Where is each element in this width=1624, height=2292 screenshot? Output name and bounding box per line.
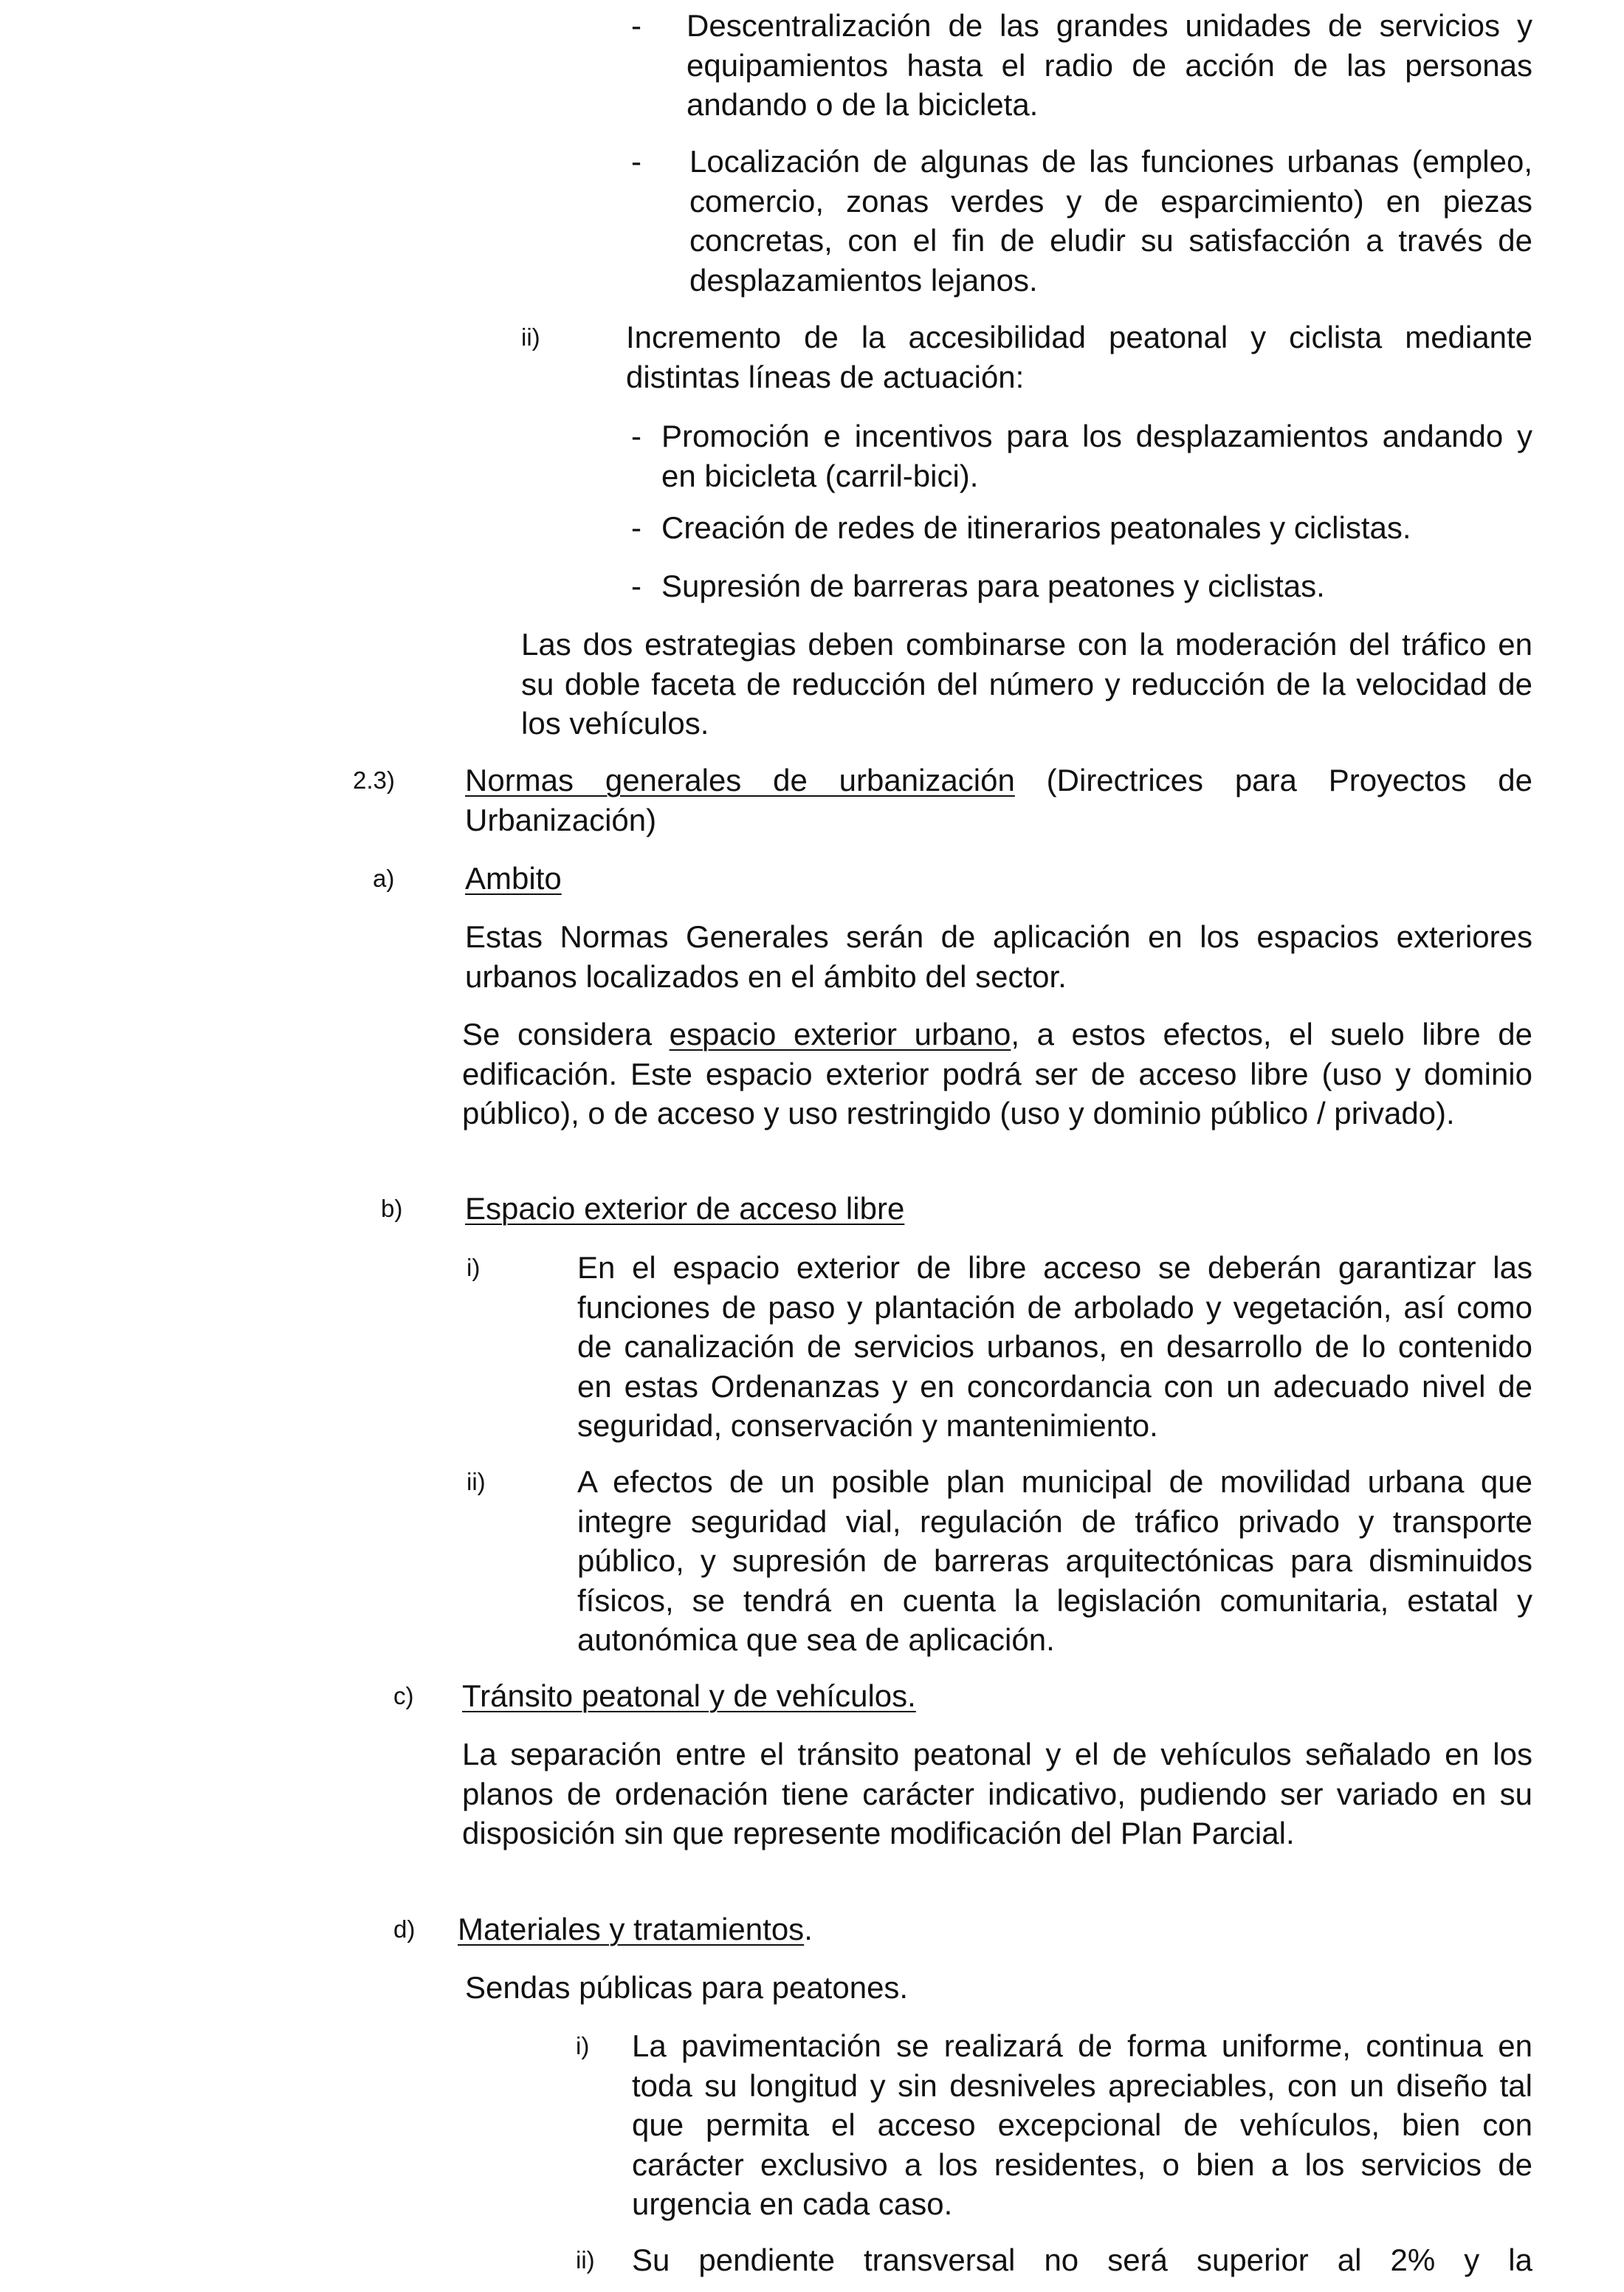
paragraph-espacio-exterior-urbano: [462, 1015, 1532, 1133]
item-label-i: i): [467, 1254, 481, 1281]
bullet-promocion: Promoción e incentivos para los desplazamientos andando y en bicicleta (carril-bici).: [661, 419, 1532, 493]
paragraph-ambito-aplicacion: Estas Normas Generales serán de aplicación en los espacios exteriores urbanos localizados en el ámbito del sector.: [465, 919, 1532, 994]
item-pavimentacion: La pavimentación se realizará de forma uniforme, continua en toda su longitud y sin desniveles apreciables, con un diseño tal que permita el acceso excepcional de vehículos, bien con carácter exclusivo a los residentes, o bien a los servicios de urgencia en cada caso.: [632, 2028, 1532, 2221]
heading-materiales: [458, 1910, 1532, 1949]
item-label-ii: ii): [521, 323, 540, 351]
text-span: Se considera: [462, 1017, 670, 1051]
item-label-ii: ii): [576, 2246, 595, 2274]
heading-d-period: .: [804, 1912, 813, 1946]
heading-d-title: Materiales y tratamientos: [458, 1912, 805, 1946]
heading-transito: [462, 1676, 1532, 1716]
bullet-dash: -: [631, 144, 641, 179]
item-label-i: i): [576, 2032, 590, 2059]
section-number: 2.3): [353, 766, 395, 794]
term-espacio-exterior-urbano: espacio exterior urbano: [669, 1017, 1011, 1051]
paragraph-sendas-publicas: Sendas públicas para peatones.: [465, 1970, 909, 2005]
bullet-supresion-barreras: Supresión de barreras para peatones y ciclistas.: [661, 569, 1325, 603]
bullet-dash: -: [631, 419, 641, 453]
section-heading-normas-generales: [465, 761, 1532, 840]
item-label-ii: ii): [467, 1468, 486, 1495]
item-incremento-accesibilidad: Incremento de la accesibilidad peatonal y ciclista mediante distintas líneas de actuación:: [626, 320, 1532, 394]
heading-b-title: Espacio exterior de acceso libre: [465, 1191, 905, 1226]
section-title: Normas generales de urbanización: [465, 763, 1015, 797]
heading-c-title: Tránsito peatonal y de vehículos.: [462, 1678, 916, 1713]
heading-ambito: [465, 859, 1532, 899]
item-funciones-de-paso: En el espacio exterior de libre acceso se deberán garantizar las funciones de paso y plantación de arbolado y vegetación, así como de canalización de servicios urbanos, en desarrollo de lo contenido en estas Ordenanzas y en concordancia con un adecuado nivel de seguridad, conservación y mantenimiento.: [577, 1250, 1532, 1443]
bullet-creacion-redes: Creación de redes de itinerarios peatonales y ciclistas.: [661, 510, 1411, 545]
item-label-d: d): [393, 1915, 416, 1943]
item-label-c: c): [393, 1682, 414, 1709]
bullet-localizacion: Localización de algunas de las funciones urbanas (empleo, comercio, zonas verdes y de esparcimiento) en piezas concretas, con el fin de eludir su satisfacción a través de desplazamientos lejanos.: [689, 144, 1532, 298]
heading-ambito-title: Ambito: [465, 861, 562, 896]
heading-espacio-exterior-acceso-libre: [465, 1189, 1532, 1229]
bullet-descentralizacion: Descentralización de las grandes unidades de servicios y equipamientos hasta el radio de acción de las personas andando o de la bicicleta.: [687, 8, 1532, 122]
item-plan-movilidad: A efectos de un posible plan municipal de movilidad urbana que integre seguridad vial, regulación de tráfico privado y transporte público, y supresión de barreras arquitectónicas para disminuidos físicos, se tendrá en cuenta la legislación comunitaria, estatal y autonómica que sea de aplicación.: [577, 1464, 1532, 1657]
item-label-a: a): [373, 865, 395, 892]
item-pendiente-transversal: Su pendiente transversal no será superior al 2% y la: [632, 2243, 1532, 2277]
bullet-dash: -: [631, 569, 641, 603]
bullet-dash: -: [631, 510, 641, 545]
paragraph-estrategias: Las dos estrategias deben combinarse con la moderación del tráfico en su doble faceta de reducción del número y reducción de la velocidad de los vehículos.: [521, 627, 1532, 741]
item-label-b: b): [381, 1195, 403, 1222]
text-span: , a estos efectos, el suelo libre de edificación. Este espacio exterior podrá ser de acceso libre (uso y dominio público), o de acceso y uso restringido (uso y dominio público / privado).: [462, 1017, 1532, 1130]
section-subtitle: (Directrices para Proyectos de Urbanización): [465, 763, 1532, 837]
bullet-dash: -: [631, 8, 641, 43]
paragraph-separacion-transito: La separación entre el tránsito peatonal y el de vehículos señalado en los planos de ordenación tiene carácter indicativo, pudiendo ser variado en su disposición sin que represente modificación del Plan Parcial.: [462, 1737, 1532, 1850]
